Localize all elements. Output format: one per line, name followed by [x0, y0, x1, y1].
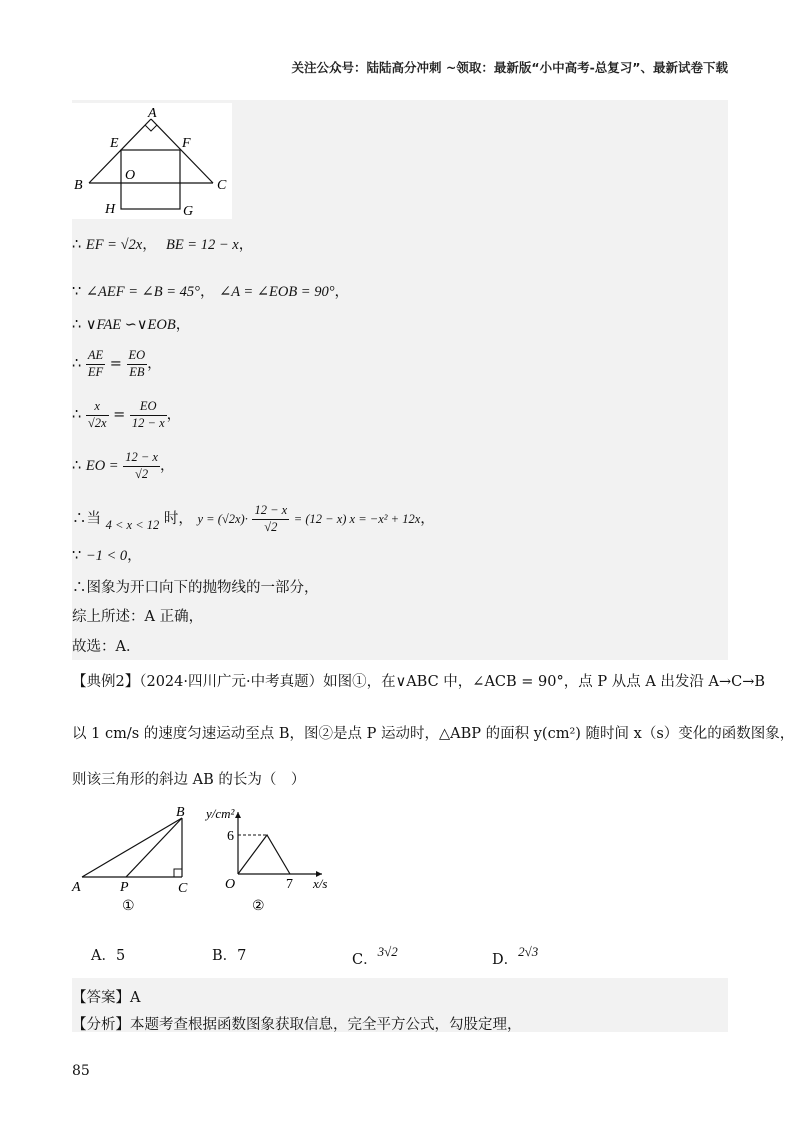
fig-tag-2: ② [252, 899, 265, 914]
step-9: ∴图象为开口向下的抛物线的一部分， [72, 580, 319, 596]
label-A: A [148, 106, 157, 121]
step-5: ∴ $\frac{x}{√2x}$ = $\frac{EO}{12 - x}$ ， [72, 399, 182, 430]
triangle-square-figure [72, 103, 232, 219]
step-11: 故选：A． [72, 639, 141, 655]
step-8: ∵ −1 < 0， [72, 548, 142, 564]
fig2-label-A: A [72, 880, 81, 895]
label-F: F [182, 136, 191, 151]
fig2-label-C: C [178, 881, 188, 896]
label-H: H [105, 202, 116, 217]
step-1: ∴ EF = √2x， BE = 12 − x， [72, 237, 254, 253]
step-7: ∴当 4 < x < 12 时， y = (√2x)· $\frac{12 - x}{√2}$ = (12 − x) x = −x² + 12x， [72, 503, 435, 534]
area-function-graph [206, 800, 338, 918]
page-number: 85 [72, 1063, 90, 1079]
graph-origin: O [225, 877, 236, 892]
graph-tick-6: 6 [227, 829, 234, 844]
analysis-line: 【分析】本题考查根据函数图象获取信息，完全平方公式，勾股定理， [72, 1017, 522, 1033]
label-E: E [110, 136, 119, 151]
label-G: G [183, 204, 194, 219]
fig2-label-B: B [176, 805, 185, 820]
fig2-label-P: P [120, 880, 129, 895]
option-b[interactable]: B．7 [212, 948, 247, 964]
question-line-2: 以 1 cm/s 的速度匀速运动至点 B，图②是点 P 运动时，△ABP 的面积 y(cm²) 随时间 x（s）变化的函数图象， [72, 726, 795, 742]
step-6: ∴ EO = $\frac{12 - x}{√2}$ ， [72, 450, 175, 481]
page-header: 关注公众号：陆陆高分冲刺 ~领取：最新版“小中高考-总复习”、最新试卷下载 [291, 60, 728, 75]
step-4: ∴ $\frac{AE}{EF}$ = $\frac{EO}{EB}$ ， [72, 348, 162, 379]
option-a[interactable]: A．5 [91, 948, 126, 964]
option-d[interactable]: D．2√3 [492, 944, 539, 968]
label-B: B [74, 178, 83, 193]
fig-tag-1: ① [122, 899, 135, 914]
graph-ylabel: y/cm² [206, 806, 235, 821]
question-line-1: 【典例2】（2024·四川广元·中考真题）如图①，在∨ABC 中，∠ACB = 90°，点 P 从点 A 出发沿 A→C→B [72, 674, 766, 690]
option-c[interactable]: C．3√2 [352, 944, 398, 968]
label-O: O [125, 168, 136, 183]
label-C: C [217, 178, 227, 193]
step-3: ∴ ∨FAE ∽∨EOB， [72, 317, 191, 333]
step-10: 综上所述：A 正确， [72, 609, 204, 625]
question-line-3: 则该三角形的斜边 AB 的长为（ ） [72, 772, 306, 788]
answer-line: 【答案】A [72, 990, 141, 1006]
right-triangle-figure [72, 800, 202, 918]
step-2: ∵ ∠AEF = ∠B = 45°， ∠A = ∠EOB = 90°， [72, 284, 350, 300]
graph-xlabel: x/s [313, 876, 328, 891]
graph-tick-7: 7 [286, 877, 293, 892]
